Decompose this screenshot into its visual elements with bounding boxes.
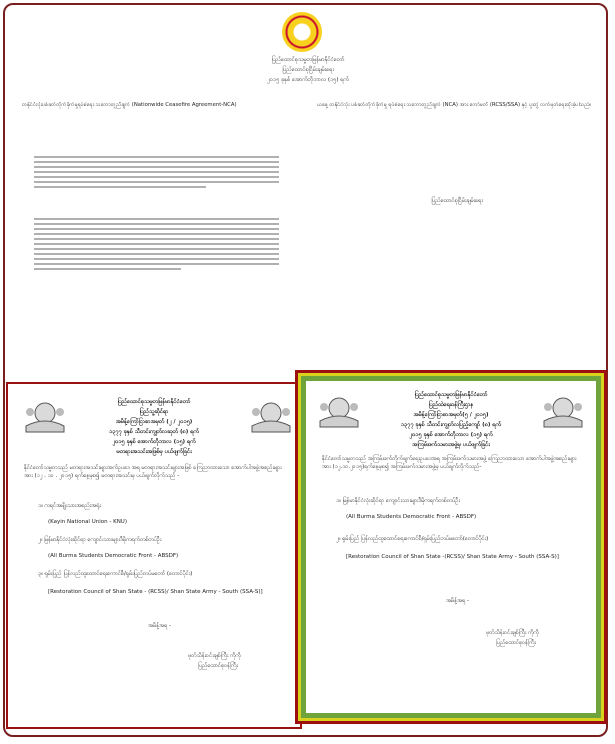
doc1-text-lines-2 bbox=[34, 218, 279, 273]
right-h6: အကြမ်းဖက်သမားအဖွဲ့မှ ပယ်ဖျက်ခြင်း bbox=[412, 442, 490, 448]
left-sig-3: ပြည်ထောင်စုဝန်ကြီး bbox=[198, 663, 238, 669]
doc1-line-3: ၂၀၁၅ ခုနှစ် အောက်တိုဘာလ (၁၅) ရက် bbox=[267, 77, 349, 83]
right-h1: ပြည်ထောင်စုသမ္မတမြန်မာနိုင်ငံတော် bbox=[414, 392, 488, 398]
left-intro: နိုင်ငံတော်သမ္မတသည် မတရားအသင်းများအက်ဥပဒေ အရ မတရားအသင်းများအဖြစ် ကြေညာထားသော အောက်ပါအဖွဲ့အစည်းများအား (၁၂ . ၁၀ . ၂၀၁၅) ရက်နေ့မှစ၍ မတရားအသင်းမှ ပယ်ဖျက်လိုက်သည် - bbox=[24, 465, 282, 479]
seal-icon bbox=[282, 12, 322, 52]
doc1-line-2: ပြည်ထောင်စုငြိမ်းချမ်းရေး bbox=[282, 67, 334, 73]
left-item-1-en: (Kayin National Union - KNU) bbox=[48, 519, 127, 525]
doc1-signature: ပြည်ထောင်စုငြိမ်းချမ်းရေး bbox=[431, 198, 483, 204]
top-document bbox=[22, 8, 594, 368]
doc1-line-1: ပြည်ထောင်စုသမ္မတမြန်မာနိုင်ငံတော် bbox=[271, 57, 345, 63]
left-h3: အမိန့်ကြော်ငြာစာအမှတ် (၂ / ၂၀၁၅) bbox=[115, 419, 193, 425]
left-sig-1: အမိန့်အရ - bbox=[148, 623, 171, 629]
left-item-3-en: [Restoration Council of Shan State - (RCSS)/ Shan State Army - South (SSA-S)] bbox=[48, 589, 263, 595]
left-item-3: ၃။ ရှမ်းပြည် ပြန်လည်ထူထောင်ရေးကောင်စီ/ရှမ်းပြည်တပ်မတော် (တောင်ပိုင်း) bbox=[38, 571, 193, 577]
right-item-2: ၂။ ရှမ်းပြည် ပြန်လည်ထူထောင်ရေးကောင်စီ/ရှမ်းပြည်တပ်မတော်(တောင်ပိုင်း) bbox=[336, 536, 489, 542]
left-h1: ပြည်ထောင်စုသမ္မတမြန်မာနိုင်ငံတော် bbox=[117, 399, 191, 405]
left-h4: ၁၃၇၇ ခုနှစ် သီတင်းကျွတ်လဆုတ် (၈) ရက် bbox=[109, 429, 199, 435]
left-item-2: ၂။ မြန်မာနိုင်ငံလုံးဆိုင်ရာ ကျောင်းသားများဒီမိုကရက်တစ်တပ်ဦး bbox=[38, 537, 162, 543]
doc1-left-heading: တနိုင်ငံလုံးပစ်ခတ်တိုက်ခိုက်မှုရပ်စဲရေး သဘောတူညီချက် (Nationwide Ceasefire Agreement-NCA) bbox=[22, 102, 237, 108]
right-item-1-en: (All Burma Students Democratic Front - ABSDF) bbox=[346, 514, 477, 520]
right-h4: ၁၃၇၇ ခုနှစ် သီတင်းကျွတ်လပြည့်ကျော် (၈) ရက် bbox=[400, 422, 502, 428]
right-h2: ပြည်ထဲရေးဝန်ကြီးဌာန bbox=[428, 402, 474, 408]
right-item-2-en: [Restoration Council of Shan State -(RCSS)/ Shan State Army - South (SSA-S)] bbox=[346, 554, 559, 560]
left-h5: ၂၀၁၅ ခုနှစ် အောက်တိုဘာလ (၁၅) ရက် bbox=[112, 439, 196, 445]
left-sig-2: ဗုတ်သိန်းဝင်းချစ်ကြီး ကိုကို bbox=[188, 653, 241, 659]
left-h2: ပြည်သူ့ဆိုင်ရာ bbox=[139, 409, 169, 415]
right-item-1: ၁။ မြန်မာနိုင်ငံလုံးဆိုင်ရာ ကျောင်းသားများဒီမိုကရက်တစ်တပ်ဦး bbox=[336, 498, 460, 504]
right-intro: နိုင်ငံတော်သမ္မတသည် အကြမ်းဖက်တိုက်ဖျက်ရေးဥပဒေအရ အကြမ်းဖက်သမားအဖွဲ့ ကြေညာထားသော အောက်ပါအဖွဲ့အစည်းများအား (၁၂.၁၀.၂၀၁၅)ရက်နေ့မှစ၍ အကြမ်းဖက်သမားအဖွဲ့မှ ပယ်ဖျက်လိုက်သည်- bbox=[322, 456, 577, 470]
doc1-right-paragraph: ယနေ့ တနိုင်ငံလုံး ပစ်ခတ်တိုက်ခိုက်မှု ရပ်စဲရေး သဘောတူညီချက် (NCA) အား ကော်မတီ (RCSS/SSA) နှင့် ပူးတွဲ လက်မှတ်ရေးထိုးခဲ့ပါသည်။ bbox=[317, 102, 592, 108]
right-notice bbox=[301, 376, 601, 718]
right-sig-3: ပြည်ထောင်စုဝန်ကြီး bbox=[496, 640, 536, 646]
doc1-text-lines-1 bbox=[34, 156, 279, 191]
left-notice bbox=[6, 382, 302, 729]
right-sig-2: ဗုတ်သိန်းဝင်းချစ်ကြီး ကိုကို bbox=[486, 630, 539, 636]
left-item-2-en: (All Burma Students Democratic Front - ABSDF) bbox=[48, 553, 179, 559]
left-h6: မတရားအသင်းအဖြစ်မှ ပယ်ဖျက်ခြင်း bbox=[116, 449, 192, 455]
right-h3: အမိန့်ကြော်ငြာစာအမှတ်(၅ / ၂၀၁၅) bbox=[413, 412, 489, 418]
right-h5: ၂၀၁၅ ခုနှစ် အောက်တိုဘာလ (၁၅) ရက် bbox=[409, 432, 493, 438]
right-sig-1: အမိန့်အရ - bbox=[446, 598, 469, 604]
left-item-1: ၁။ ကရင်အမျိုးသားအစည်းအရုံး bbox=[38, 503, 101, 509]
